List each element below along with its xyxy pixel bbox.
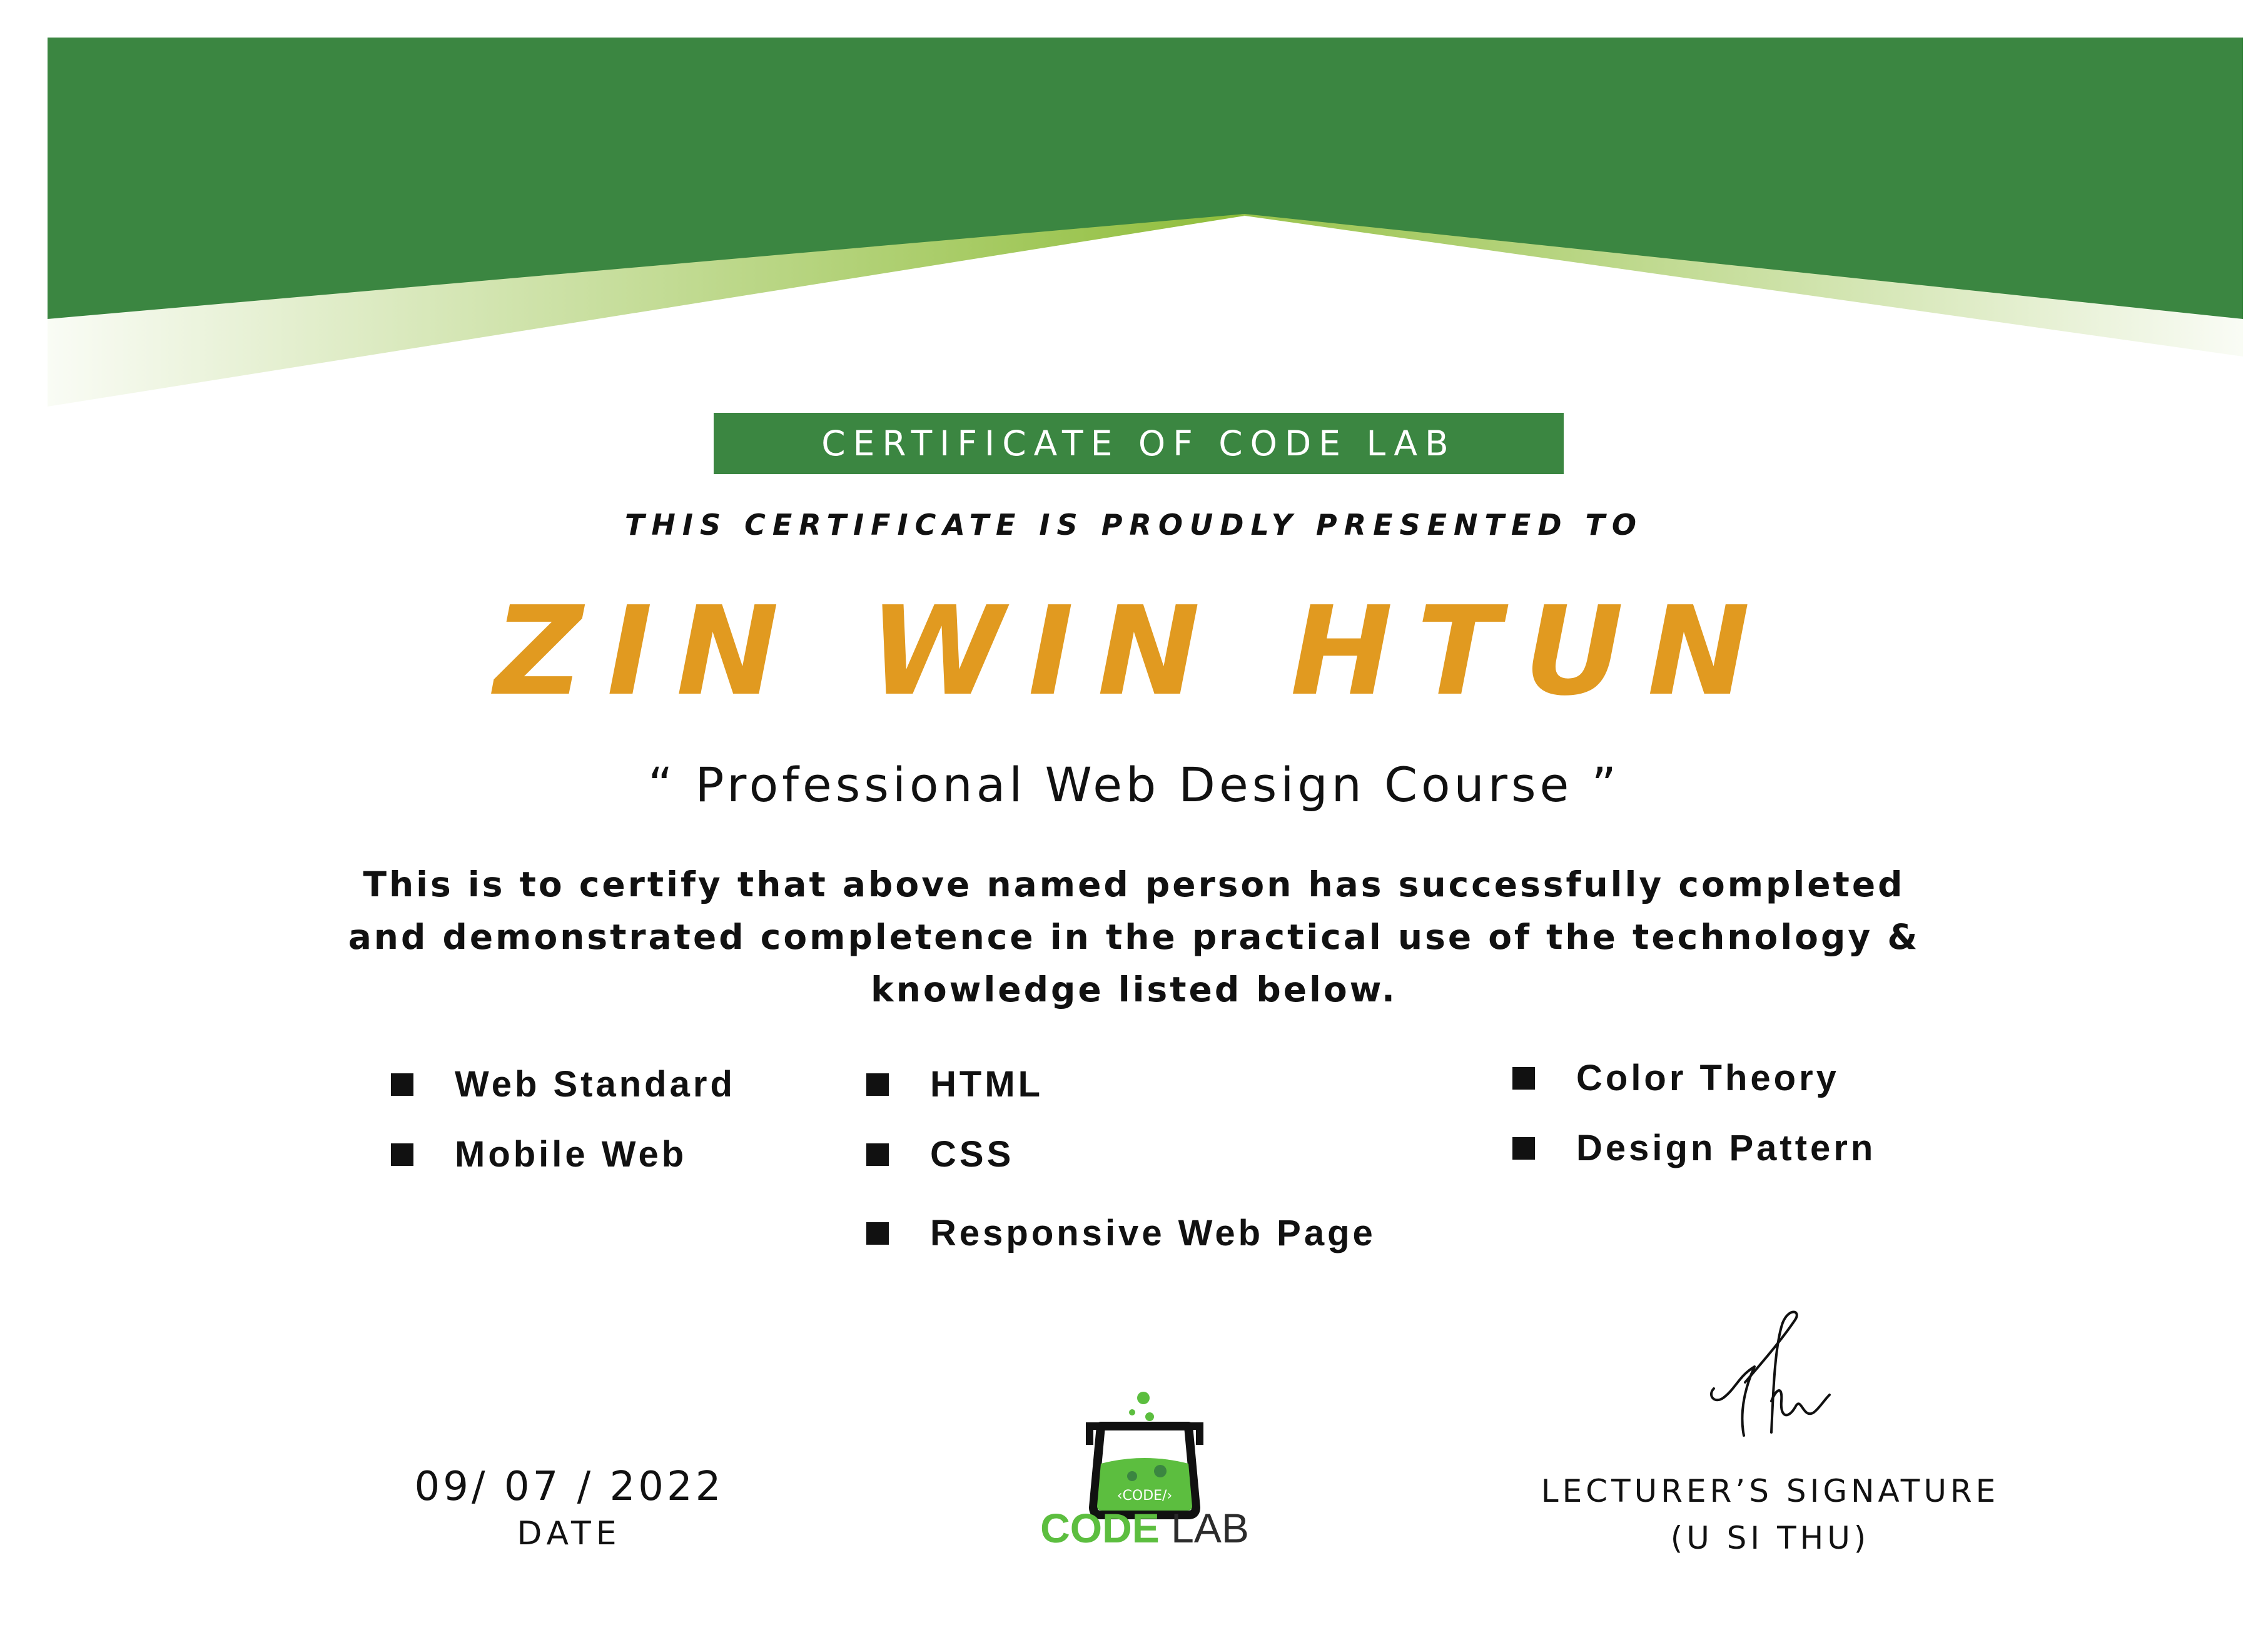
- logo-bubble: [1127, 1471, 1137, 1481]
- logo-bubble: [1137, 1392, 1150, 1404]
- square-bullet-icon: [866, 1143, 889, 1166]
- skill-item: [1512, 1057, 1840, 1099]
- logo-wordmark: [1026, 1504, 1263, 1552]
- statement-line: knowledge listed below.: [871, 969, 1397, 1010]
- certificate-title-banner: [714, 413, 1564, 474]
- lecturer-name: (U SI THU): [1670, 1520, 1870, 1556]
- certification-statement: [250, 858, 2018, 1016]
- handwritten-signature: [1695, 1301, 1858, 1464]
- square-bullet-icon: [391, 1073, 413, 1096]
- skill-label: HTML: [930, 1064, 1044, 1105]
- square-bullet-icon: [866, 1222, 889, 1245]
- logo-bubble: [1129, 1409, 1135, 1415]
- skill-item: [866, 1133, 1014, 1175]
- logo-bubble: [1145, 1412, 1154, 1421]
- dark-green-band: [48, 38, 2243, 319]
- skill-label: Web Standard: [455, 1064, 736, 1105]
- signature-label: LECTURER’S SIGNATURE: [1541, 1473, 2000, 1509]
- course-name: “ Professional Web Design Course ”: [648, 757, 1620, 812]
- header-banner: [0, 0, 2268, 438]
- presented-to-line: THIS CERTIFICATE IS PROUDLY PRESENTED TO: [624, 508, 1644, 542]
- logo-badge-text: ‹CODE/›: [1116, 1488, 1173, 1504]
- recipient-name: ZIN WIN HTUN: [494, 580, 1774, 723]
- logo-bubble: [1154, 1465, 1167, 1477]
- skill-item: [866, 1063, 1043, 1105]
- square-bullet-icon: [1512, 1067, 1535, 1090]
- skill-label: Design Pattern: [1576, 1128, 1876, 1168]
- square-bullet-icon: [391, 1143, 413, 1166]
- skill-label: Responsive Web Page: [930, 1213, 1376, 1253]
- statement-line: and demonstrated completence in the practical use of the technology &: [348, 917, 1920, 957]
- skill-item: [391, 1133, 687, 1175]
- skill-item: [1512, 1127, 1876, 1169]
- logo-word-code: CODE: [1040, 1505, 1160, 1551]
- square-bullet-icon: [866, 1073, 889, 1096]
- skill-item: [391, 1063, 736, 1105]
- skill-label: Color Theory: [1576, 1058, 1840, 1098]
- skill-label: Mobile Web: [455, 1134, 687, 1175]
- skill-item: [866, 1212, 1376, 1254]
- date-label: DATE: [517, 1515, 622, 1552]
- date-value: 09/ 07 / 2022: [414, 1464, 724, 1510]
- certificate-title: CERTIFICATE OF CODE LAB: [821, 423, 1456, 463]
- logo-word-lab: LAB: [1159, 1505, 1249, 1551]
- statement-line: This is to certify that above named person has successfully completed: [363, 864, 1905, 904]
- skill-label: CSS: [930, 1134, 1015, 1175]
- square-bullet-icon: [1512, 1137, 1535, 1160]
